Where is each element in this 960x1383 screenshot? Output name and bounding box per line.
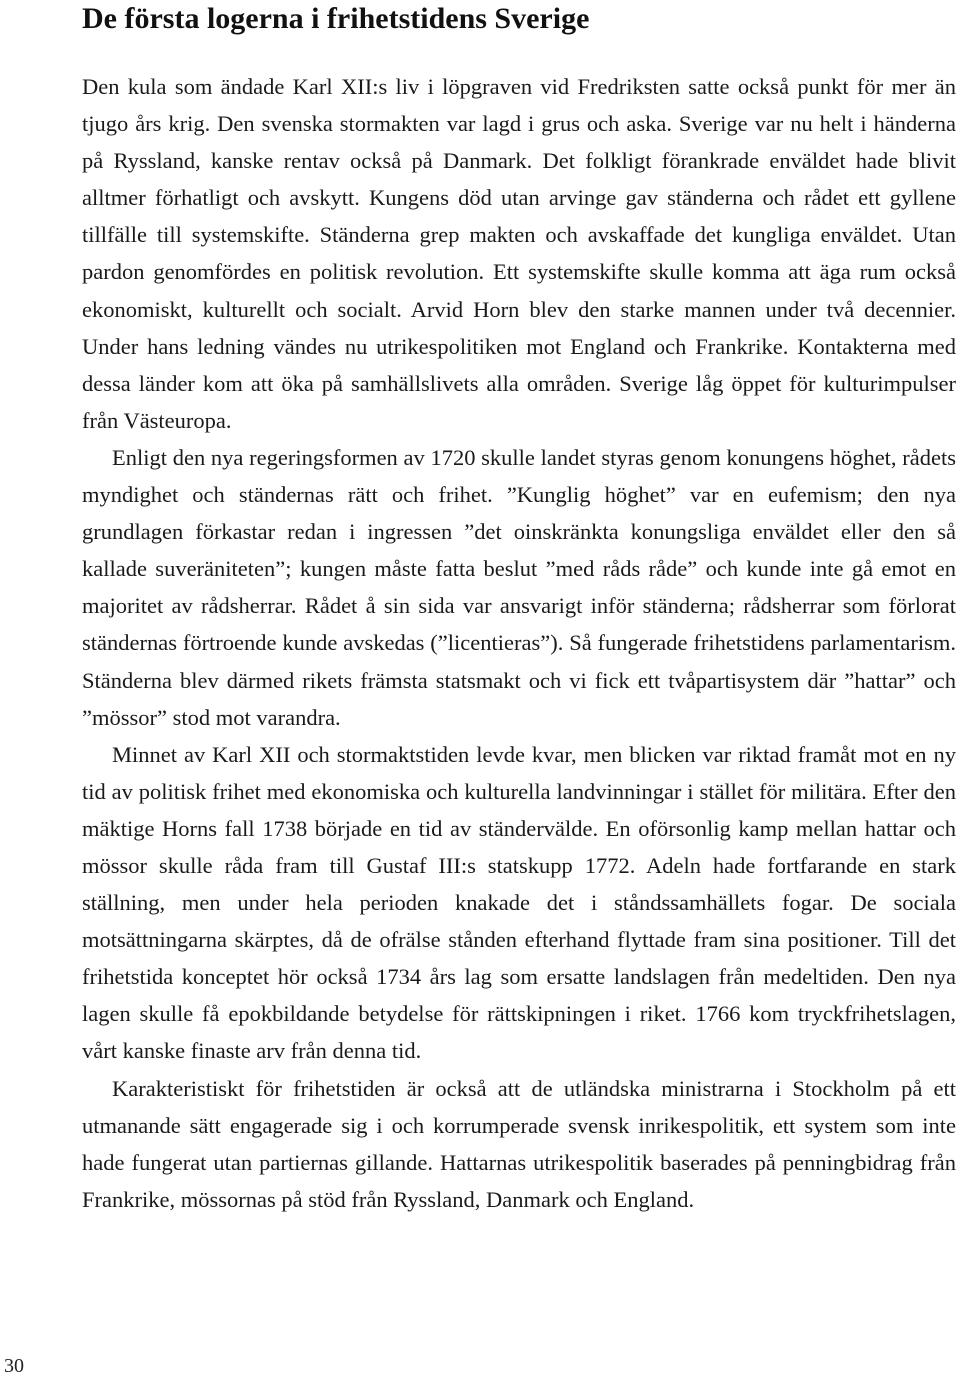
paragraph-1: Den kula som ändade Karl XII:s liv i löpgraven vid Fredriksten satte också punkt för mer än tjugo års krig. Den svenska stormakten var lagd i grus och aska. Sverige var nu helt i händerna på Ryssland, kanske rentav också på Danmark. Det folkligt förankrade enväldet hade blivit alltmer förhatligt och avskytt. Kungens död utan arvinge gav ständerna och rådet ett gyllene tillfälle till systemskifte. Ständerna grep makten och avskaffade det kungliga enväldet. Utan pardon genomfördes en politisk revolution. Ett systemskifte skulle komma att äga rum också ekonomiskt, kulturellt och socialt. Arvid Horn blev den starke mannen under två decennier. Under hans ledning vändes nu utrikespolitiken mot England och Frankrike. Kontakterna med dessa länder kom att öka på samhällslivets alla områden. Sverige låg öppet för kulturimpulser från Västeuropa. — [82, 74, 956, 433]
paragraph-2: Enligt den nya regeringsformen av 1720 skulle landet styras genom konungens höghet, rådets myndighet och ständernas rätt och frihet. ”Kunglig höghet” var en eufemism; den nya grundlagen förkastar redan i ingressen ”det oinskränkta konungsliga enväldet eller den så kallade suveräniteten”; kungen måste fatta beslut ”med råds råde” och kunde inte gå emot en majoritet av rådsherrar. Rådet å sin sida var ansvarigt inför ständerna; rådsherrar som förlorat ständernas förtroende kunde avskedas (”licentieras”). Så fungerade frihetstidens parlamentarism. Ständerna blev därmed rikets främsta statsmakt och vi fick ett tvåpartisystem där ”hattar” och ”mössor” stod mot varandra. — [82, 444, 956, 730]
paragraph-3: Minnet av Karl XII och stormaktstiden levde kvar, men blicken var riktad framåt mot en ny tid av politisk frihet med ekonomiska och kulturella landvinningar i stället för militära. Efter den mäktige Horns fall 1738 började en tid av ständervälde. En oförsonlig kamp mellan hattar och mössor skulle råda fram till Gustaf III:s statskupp 1772. Adeln hade fortfarande en stark ställning, men under hela perioden knakade det i ståndssamhällets fogar. De sociala motsättningarna skärptes, då de ofrälse stånden efterhand flyttade fram sina positioner. Till det frihetstida konceptet hör också 1734 års lag som ersatte landslagen från medeltiden. Den nya lagen skulle få epokbildande betydelse för rättskipningen i riket. 1766 kom tryckfrihetslagen, vårt kanske finaste arv från denna tid. — [82, 741, 956, 1064]
page-number: 30 — [4, 1355, 24, 1377]
chapter-heading: De första logerna i frihetstidens Sverige — [82, 2, 590, 35]
body-text — [82, 68, 956, 1218]
paragraph-4: Karakteristiskt för frihetstiden är också att de utländska ministrarna i Stockholm på ett utmanande sätt engagerade sig i och korrumperade svensk inrikespolitik, ett system som inte hade fungerat utan partiernas gillande. Hattarnas utrikespolitik baserades på penningbidrag från Frankrike, mössornas på stöd från Ryssland, Danmark och England. — [82, 1075, 956, 1212]
